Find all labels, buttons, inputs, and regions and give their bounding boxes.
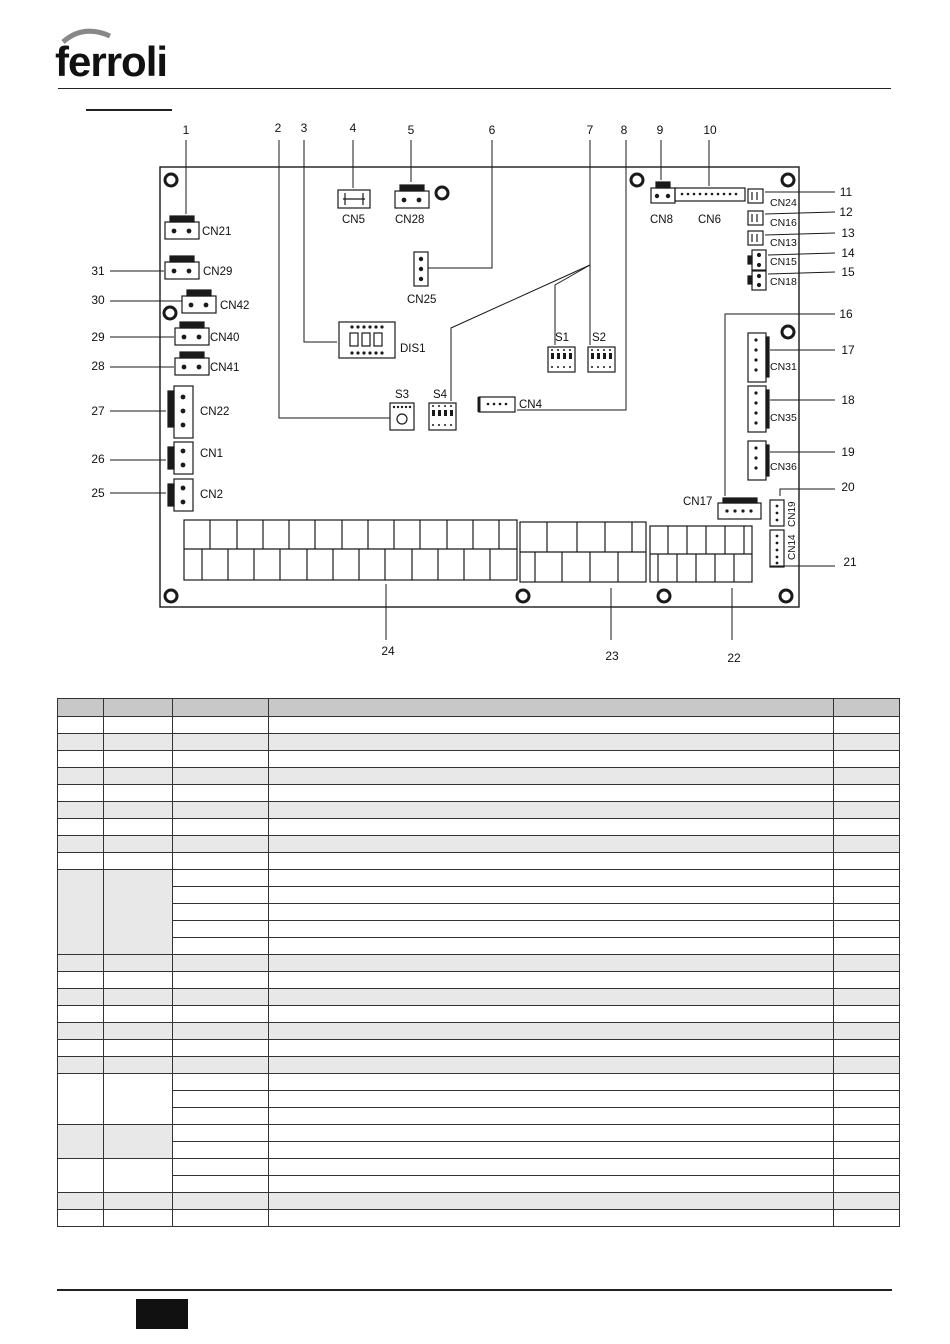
label-cn36: CN36 xyxy=(770,461,797,473)
callout-1: 1 xyxy=(182,123,190,137)
page-number-box xyxy=(136,1299,188,1329)
table-row xyxy=(58,938,900,955)
leader-lines xyxy=(110,140,835,640)
mounting-hole xyxy=(165,174,177,186)
connector-cn4 xyxy=(479,397,515,412)
dip-switch-s1 xyxy=(548,347,575,372)
connector-cn29 xyxy=(165,256,199,279)
connector-cn35 xyxy=(748,386,769,432)
connector-cn40 xyxy=(175,322,209,345)
callout-4: 4 xyxy=(349,121,357,135)
dip-switch-s4 xyxy=(429,403,456,430)
callout-23: 23 xyxy=(605,649,619,663)
connector-cn19 xyxy=(770,500,784,526)
callout-17: 17 xyxy=(841,343,855,357)
connector-cn24 xyxy=(748,189,763,203)
connector-cn42 xyxy=(182,290,216,313)
callout-7: 7 xyxy=(586,123,594,137)
table-row xyxy=(58,989,900,1006)
callout-5: 5 xyxy=(407,123,415,137)
connector-cn1 xyxy=(168,442,193,474)
connector-cn16 xyxy=(748,211,763,225)
table-row xyxy=(58,768,900,785)
label-cn22: CN22 xyxy=(200,406,230,418)
label-dis1: DIS1 xyxy=(400,343,426,355)
connector-cn2 xyxy=(168,479,193,511)
label-s4: S4 xyxy=(433,389,448,401)
table-row xyxy=(58,785,900,802)
table-row xyxy=(58,1057,900,1074)
ferroli-logo: ferroli xyxy=(55,38,168,85)
mounting-hole xyxy=(165,590,177,602)
connector-cn31 xyxy=(748,333,769,382)
label-cn35: CN35 xyxy=(770,412,797,424)
label-cn13: CN13 xyxy=(770,237,797,249)
label-cn17: CN17 xyxy=(683,496,713,508)
table-row xyxy=(58,1074,900,1091)
label-cn31: CN31 xyxy=(770,361,797,373)
connector-cn14 xyxy=(770,530,784,567)
mounting-hole xyxy=(782,326,794,338)
table-row xyxy=(58,853,900,870)
table-header-row xyxy=(58,699,900,717)
mounting-hole xyxy=(517,590,529,602)
callout-numbers xyxy=(91,121,857,665)
connector-cn28 xyxy=(395,185,429,208)
table-row xyxy=(58,819,900,836)
label-cn8: CN8 xyxy=(650,214,674,226)
callout-24: 24 xyxy=(381,644,395,658)
pcb-board-outline xyxy=(160,167,799,607)
table-row xyxy=(58,972,900,989)
callout-22: 22 xyxy=(727,651,741,665)
table-row xyxy=(58,751,900,768)
label-cn28: CN28 xyxy=(395,214,425,226)
connector-cn22 xyxy=(168,386,193,438)
label-cn5: CN5 xyxy=(342,214,366,226)
callout-29: 29 xyxy=(91,330,105,344)
table-row xyxy=(58,1142,900,1159)
label-cn42: CN42 xyxy=(220,300,250,312)
table-row xyxy=(58,836,900,853)
callout-3: 3 xyxy=(300,121,308,135)
table-row xyxy=(58,802,900,819)
mounting-hole xyxy=(436,187,448,199)
mounting-hole xyxy=(631,174,643,186)
label-cn29: CN29 xyxy=(203,266,233,278)
display-dis1 xyxy=(339,322,395,358)
terminal-block-24 xyxy=(184,520,517,580)
mounting-hole xyxy=(780,590,792,602)
table-row xyxy=(58,1193,900,1210)
callout-15: 15 xyxy=(841,265,855,279)
label-cn18: CN18 xyxy=(770,276,797,288)
callout-21: 21 xyxy=(843,555,857,569)
label-cn21: CN21 xyxy=(202,226,232,238)
connector-cn13 xyxy=(748,231,763,245)
label-cn15: CN15 xyxy=(770,256,797,268)
terminal-block-23 xyxy=(520,522,646,582)
label-cn1: CN1 xyxy=(200,448,224,460)
table-row xyxy=(58,955,900,972)
footer-rule xyxy=(57,1289,892,1291)
connector-cn17 xyxy=(718,498,761,519)
mounting-holes xyxy=(164,174,794,602)
mounting-hole xyxy=(164,307,176,319)
table-row xyxy=(58,1091,900,1108)
table-row xyxy=(58,1040,900,1057)
callout-27: 27 xyxy=(91,404,105,418)
table-row xyxy=(58,1210,900,1227)
mounting-hole xyxy=(658,590,670,602)
connector-cn36 xyxy=(748,441,769,480)
callout-28: 28 xyxy=(91,359,105,373)
label-cn19: CN19 xyxy=(787,501,798,527)
label-cn14: CN14 xyxy=(787,534,798,560)
table-row xyxy=(58,717,900,734)
callout-19: 19 xyxy=(841,445,855,459)
terminal-block-22 xyxy=(650,526,752,582)
connector-cn18 xyxy=(748,271,766,290)
connector-cn25 xyxy=(414,252,428,286)
mounting-hole xyxy=(782,174,794,186)
table-row xyxy=(58,870,900,887)
callout-30: 30 xyxy=(91,293,105,307)
table-row xyxy=(58,1176,900,1193)
table-row xyxy=(58,921,900,938)
callout-14: 14 xyxy=(841,246,855,260)
label-cn16: CN16 xyxy=(770,217,797,229)
callout-10: 10 xyxy=(703,123,717,137)
label-s1: S1 xyxy=(555,332,570,344)
callout-13: 13 xyxy=(841,226,855,240)
connector-cn41 xyxy=(175,352,209,375)
callout-20: 20 xyxy=(841,480,855,494)
connector-labels xyxy=(200,197,798,560)
label-cn41: CN41 xyxy=(210,362,240,374)
label-s2: S2 xyxy=(592,332,607,344)
callout-31: 31 xyxy=(91,264,105,278)
table-row xyxy=(58,887,900,904)
label-cn24: CN24 xyxy=(770,197,797,209)
callout-9: 9 xyxy=(656,123,664,137)
table-row xyxy=(58,1108,900,1125)
table-row xyxy=(58,904,900,921)
table-row xyxy=(58,734,900,751)
connector-cn6 xyxy=(675,188,745,201)
label-cn4: CN4 xyxy=(519,399,543,411)
label-cn40: CN40 xyxy=(210,332,240,344)
callout-2: 2 xyxy=(274,121,282,135)
rotary-switch-s3 xyxy=(390,403,414,430)
connector-cn8 xyxy=(651,182,675,203)
dip-switch-s2 xyxy=(588,347,615,372)
callout-12: 12 xyxy=(839,205,853,219)
connector-cn15 xyxy=(748,250,766,270)
table-row xyxy=(58,1006,900,1023)
callout-26: 26 xyxy=(91,452,105,466)
callout-16: 16 xyxy=(839,307,853,321)
label-s3: S3 xyxy=(395,389,410,401)
callout-25: 25 xyxy=(91,486,105,500)
label-cn6: CN6 xyxy=(698,214,722,226)
callout-8: 8 xyxy=(620,123,628,137)
table-row xyxy=(58,1023,900,1040)
label-cn25: CN25 xyxy=(407,294,437,306)
label-cn2: CN2 xyxy=(200,489,224,501)
callout-11: 11 xyxy=(839,185,853,199)
table-row xyxy=(58,1125,900,1142)
fuse-cn5 xyxy=(338,190,370,208)
table-row xyxy=(58,1159,900,1176)
callout-18: 18 xyxy=(841,393,855,407)
component-spec-table xyxy=(57,698,900,1227)
callout-6: 6 xyxy=(488,123,496,137)
connector-cn21 xyxy=(165,216,199,239)
